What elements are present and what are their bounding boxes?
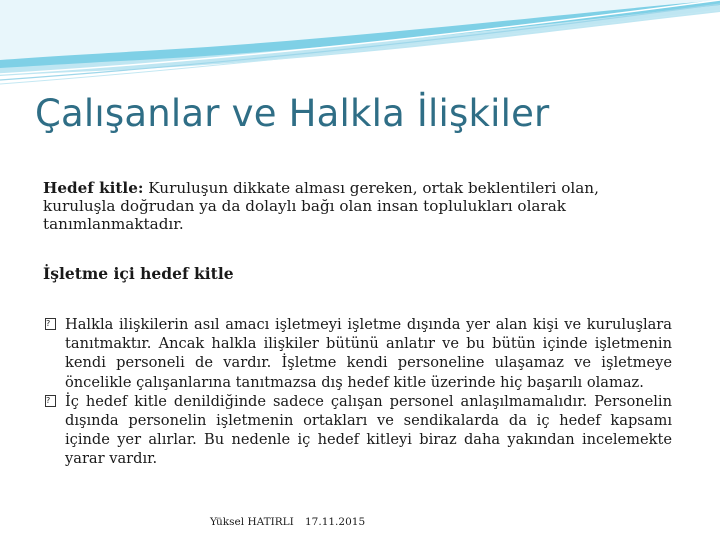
intro-text: Kuruluşun dikkate alması gereken, ortak beklentileri olan, kuruluşla doğrudan ya da dolaylı bağı olan insan toplulukları olarak tanımlanmaktadır. bbox=[43, 179, 599, 233]
intro-label: Hedef kitle: bbox=[43, 179, 144, 197]
footer-author: Yüksel HATIRLI bbox=[210, 516, 294, 528]
list-item bbox=[45, 392, 672, 469]
bullet-text: İç hedef kitle denildiğinde sadece çalışan personel anlaşılmamalıdır. Personelin dışında personelin işletmenin ortakları ve sendikalarda da iç hedef kapsamı içinde yer alırlar. Bu nedenle iç hedef kitleyi biraz daha yakından incelemekte yarar vardır. bbox=[65, 392, 672, 468]
missing-glyph-icon: ? bbox=[45, 395, 56, 407]
bullet-text: Halkla ilişkilerin asıl amacı işletmeyi işletme dışında yer alan kişi ve kuruluşlara tanıtmaktır. Ancak halkla ilişkiler bütünü anlatır ve bu bütün içinde işletmenin kendi personeli de vardır. İşletme kendi personeline ulaşamaz ve işletmeye öncelikle çalışanlarına tanıtmazsa dış hedef kitle üzerinde hiç başarılı olamaz. bbox=[65, 316, 672, 391]
section-subheading: İşletme içi hedef kitle bbox=[43, 264, 234, 283]
footer-date: 17.11.2015 bbox=[305, 516, 366, 528]
list-item bbox=[45, 315, 672, 392]
slide-title: Çalışanlar ve Halkla İlişkiler bbox=[35, 92, 550, 135]
header-wave-decoration bbox=[0, 0, 720, 95]
missing-glyph-icon: ? bbox=[45, 318, 56, 330]
intro-paragraph bbox=[43, 179, 673, 233]
bullet-list bbox=[45, 315, 672, 469]
